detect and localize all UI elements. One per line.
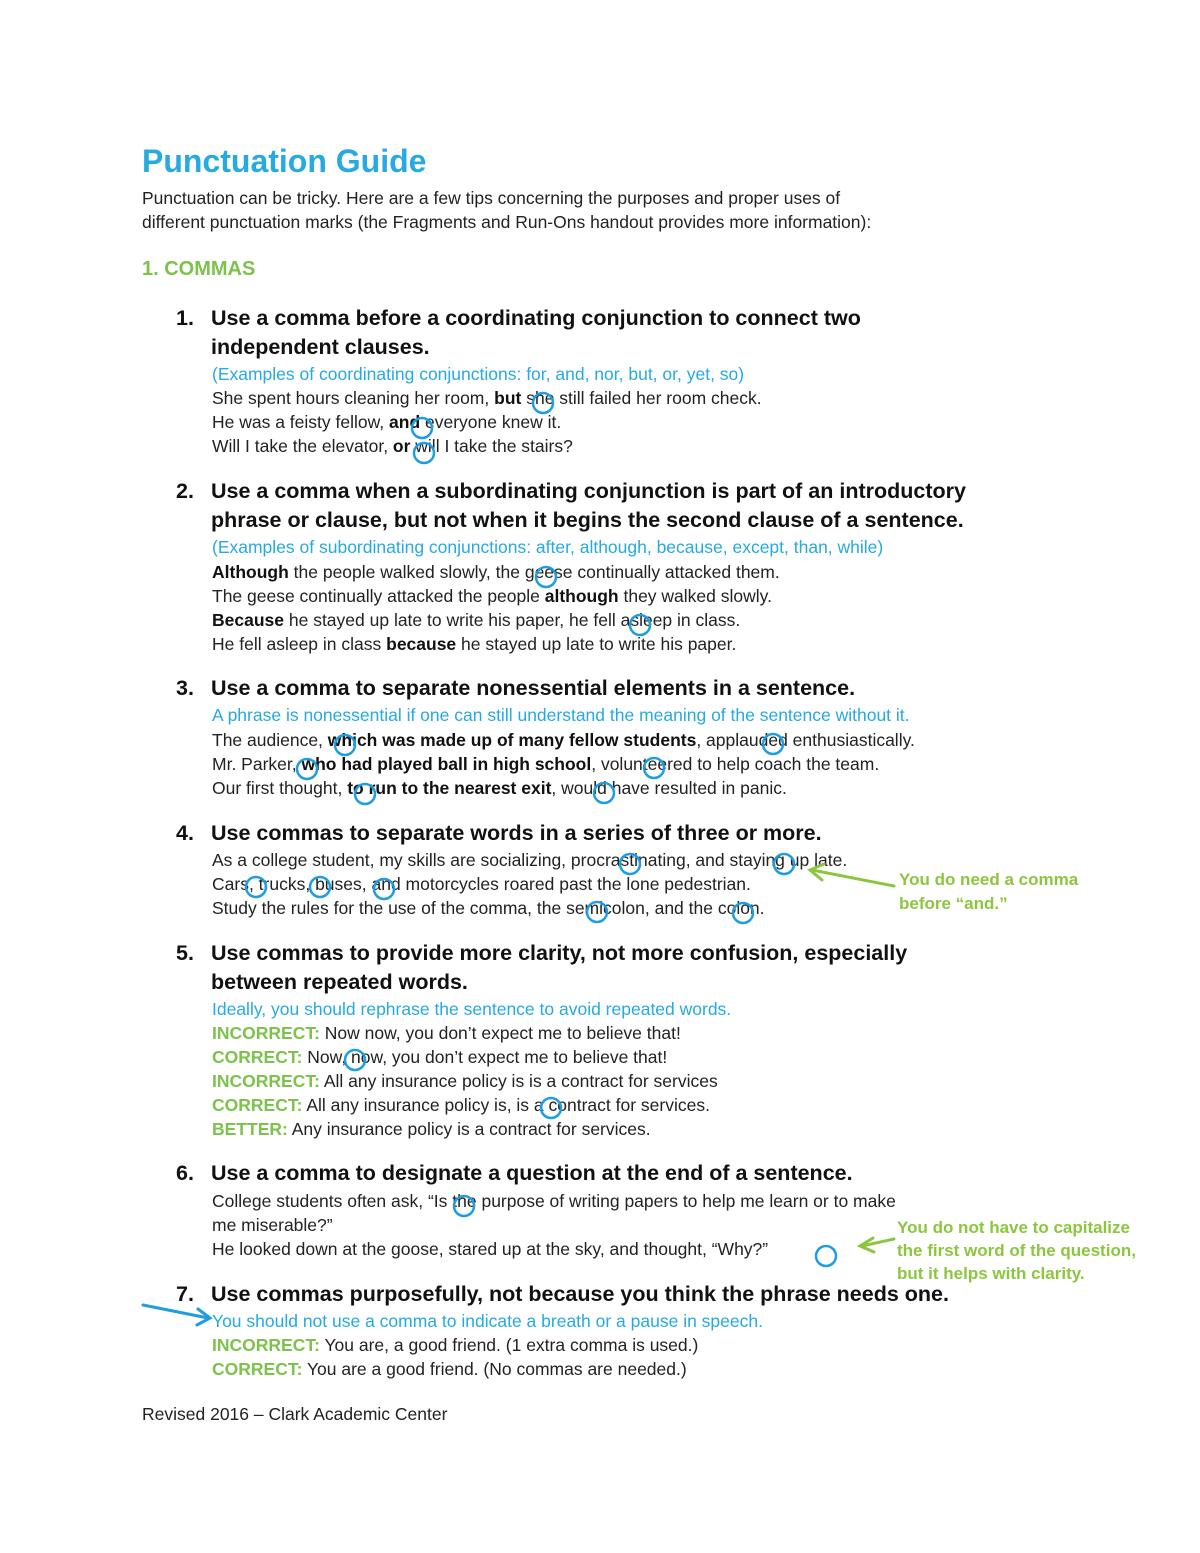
rule-4-example-3: Study the rules for the use of the comma, the semicolon, and the colon. xyxy=(212,898,765,918)
rule-2-example-4: He fell asleep in class because he stayed up late to write his paper. xyxy=(212,634,737,654)
footer: Revised 2016 – Clark Academic Center xyxy=(142,1404,448,1424)
rule-3-example-1: The audience, which was made up of many fellow students, applauded enthusiastically. xyxy=(212,730,915,750)
annotation-question-note-line-1: You do not have to capitalize xyxy=(897,1218,1130,1237)
rule-3-note: A phrase is nonessential if one can still understand the meaning of the sentence without it. xyxy=(212,705,910,725)
section-heading: 1. COMMAS xyxy=(142,258,256,280)
rule-6-title: Use a comma to designate a question at the end of a sentence. xyxy=(211,1161,853,1185)
rule-6-example-1-line-1: College students often ask, “Is the purpose of writing papers to help me learn or to make xyxy=(212,1191,896,1211)
rule-5-example-4: CORRECT: All any insurance policy is, is a contract for services. xyxy=(212,1095,710,1115)
rule-2-title-line-1: Use a comma when a subordinating conjunction is part of an introductory xyxy=(211,479,966,503)
rule-1-title-line-2: independent clauses. xyxy=(211,335,430,359)
rule-1-number: 1. xyxy=(176,306,194,330)
annotation-question-note-line-3: but it helps with clarity. xyxy=(897,1264,1085,1283)
rule-5-note: Ideally, you should rephrase the sentence to avoid repeated words. xyxy=(212,999,732,1019)
rule-3-example-3: Our first thought, to run to the nearest exit, would have resulted in panic. xyxy=(212,778,787,798)
rule-1-example-1: She spent hours cleaning her room, but she still failed her room check. xyxy=(212,388,762,408)
intro-line-1: Punctuation can be tricky. Here are a few tips concerning the purposes and proper uses of xyxy=(142,188,841,208)
rule-2-examples: (Examples of subordinating conjunctions: after, although, because, except, than, while) xyxy=(212,537,884,557)
rule-5-example-2: CORRECT: Now, now, you don’t expect me to believe that! xyxy=(212,1047,668,1067)
rule-7-title: Use commas purposefully, not because you think the phrase needs one. xyxy=(211,1282,949,1306)
arrow-icon xyxy=(860,1238,894,1252)
rule-2-example-3: Because he stayed up late to write his paper, he fell asleep in class. xyxy=(212,610,741,630)
annotation-and-note-line-1: You do need a comma xyxy=(899,870,1079,889)
rule-5-title-line-1: Use commas to provide more clarity, not more confusion, especially xyxy=(211,941,908,965)
annotation-and-note-line-2: before “and.” xyxy=(899,894,1008,913)
rule-6-number: 6. xyxy=(176,1161,194,1185)
page-title: Punctuation Guide xyxy=(142,143,427,179)
rule-3-example-2: Mr. Parker, who had played ball in high school, volunteered to help coach the team. xyxy=(212,754,880,774)
rule-6-example-2: He looked down at the goose, stared up at the sky, and thought, “Why?” xyxy=(212,1239,769,1259)
rule-3-title: Use a comma to separate nonessential elements in a sentence. xyxy=(211,676,856,700)
rule-2-example-1: Although the people walked slowly, the geese continually attacked them. xyxy=(212,562,780,582)
annotation-question-note-line-2: the first word of the question, xyxy=(897,1241,1136,1260)
rule-5-example-3: INCORRECT: All any insurance policy is is a contract for services xyxy=(212,1071,718,1091)
rule-4-example-2: Cars, trucks, buses, and motorcycles roared past the lone pedestrian. xyxy=(212,874,751,894)
rule-1-examples: (Examples of coordinating conjunctions: for, and, nor, but, or, yet, so) xyxy=(212,364,745,384)
rule-2-example-2: The geese continually attacked the people although they walked slowly. xyxy=(212,586,772,606)
rule-3-number: 3. xyxy=(176,676,194,700)
rule-6-example-1-line-2: me miserable?” xyxy=(212,1215,333,1235)
rule-4-number: 4. xyxy=(176,821,194,845)
rule-4-example-1: As a college student, my skills are socializing, procrastinating, and staying up late. xyxy=(212,850,848,870)
intro-line-2: different punctuation marks (the Fragments and Run-Ons handout provides more information): xyxy=(142,212,872,232)
rule-7-example-1: INCORRECT: You are, a good friend. (1 extra comma is used.) xyxy=(212,1335,699,1355)
rule-7-example-2: CORRECT: You are a good friend. (No commas are needed.) xyxy=(212,1359,687,1379)
rule-7-note: You should not use a comma to indicate a breath or a pause in speech. xyxy=(212,1311,763,1331)
rule-2-number: 2. xyxy=(176,479,194,503)
rule-1-title-line-1: Use a comma before a coordinating conjunction to connect two xyxy=(211,306,861,330)
rule-5-example-1: INCORRECT: Now now, you don’t expect me to believe that! xyxy=(212,1023,681,1043)
rule-7-number: 7. xyxy=(176,1282,194,1306)
arrow-icon xyxy=(143,1305,210,1325)
rule-5-example-5: BETTER: Any insurance policy is a contract for services. xyxy=(212,1119,651,1139)
rule-5-number: 5. xyxy=(176,941,194,965)
rule-4-title: Use commas to separate words in a series of three or more. xyxy=(211,821,822,845)
comma-circle-icon xyxy=(816,1246,836,1266)
rule-2-title-line-2: phrase or clause, but not when it begins the second clause of a sentence. xyxy=(211,508,964,532)
rule-1-example-3: Will I take the elevator, or will I take the stairs? xyxy=(212,436,573,456)
rule-1-example-2: He was a feisty fellow, and everyone knew it. xyxy=(212,412,562,432)
rule-5-title-line-2: between repeated words. xyxy=(211,970,468,994)
